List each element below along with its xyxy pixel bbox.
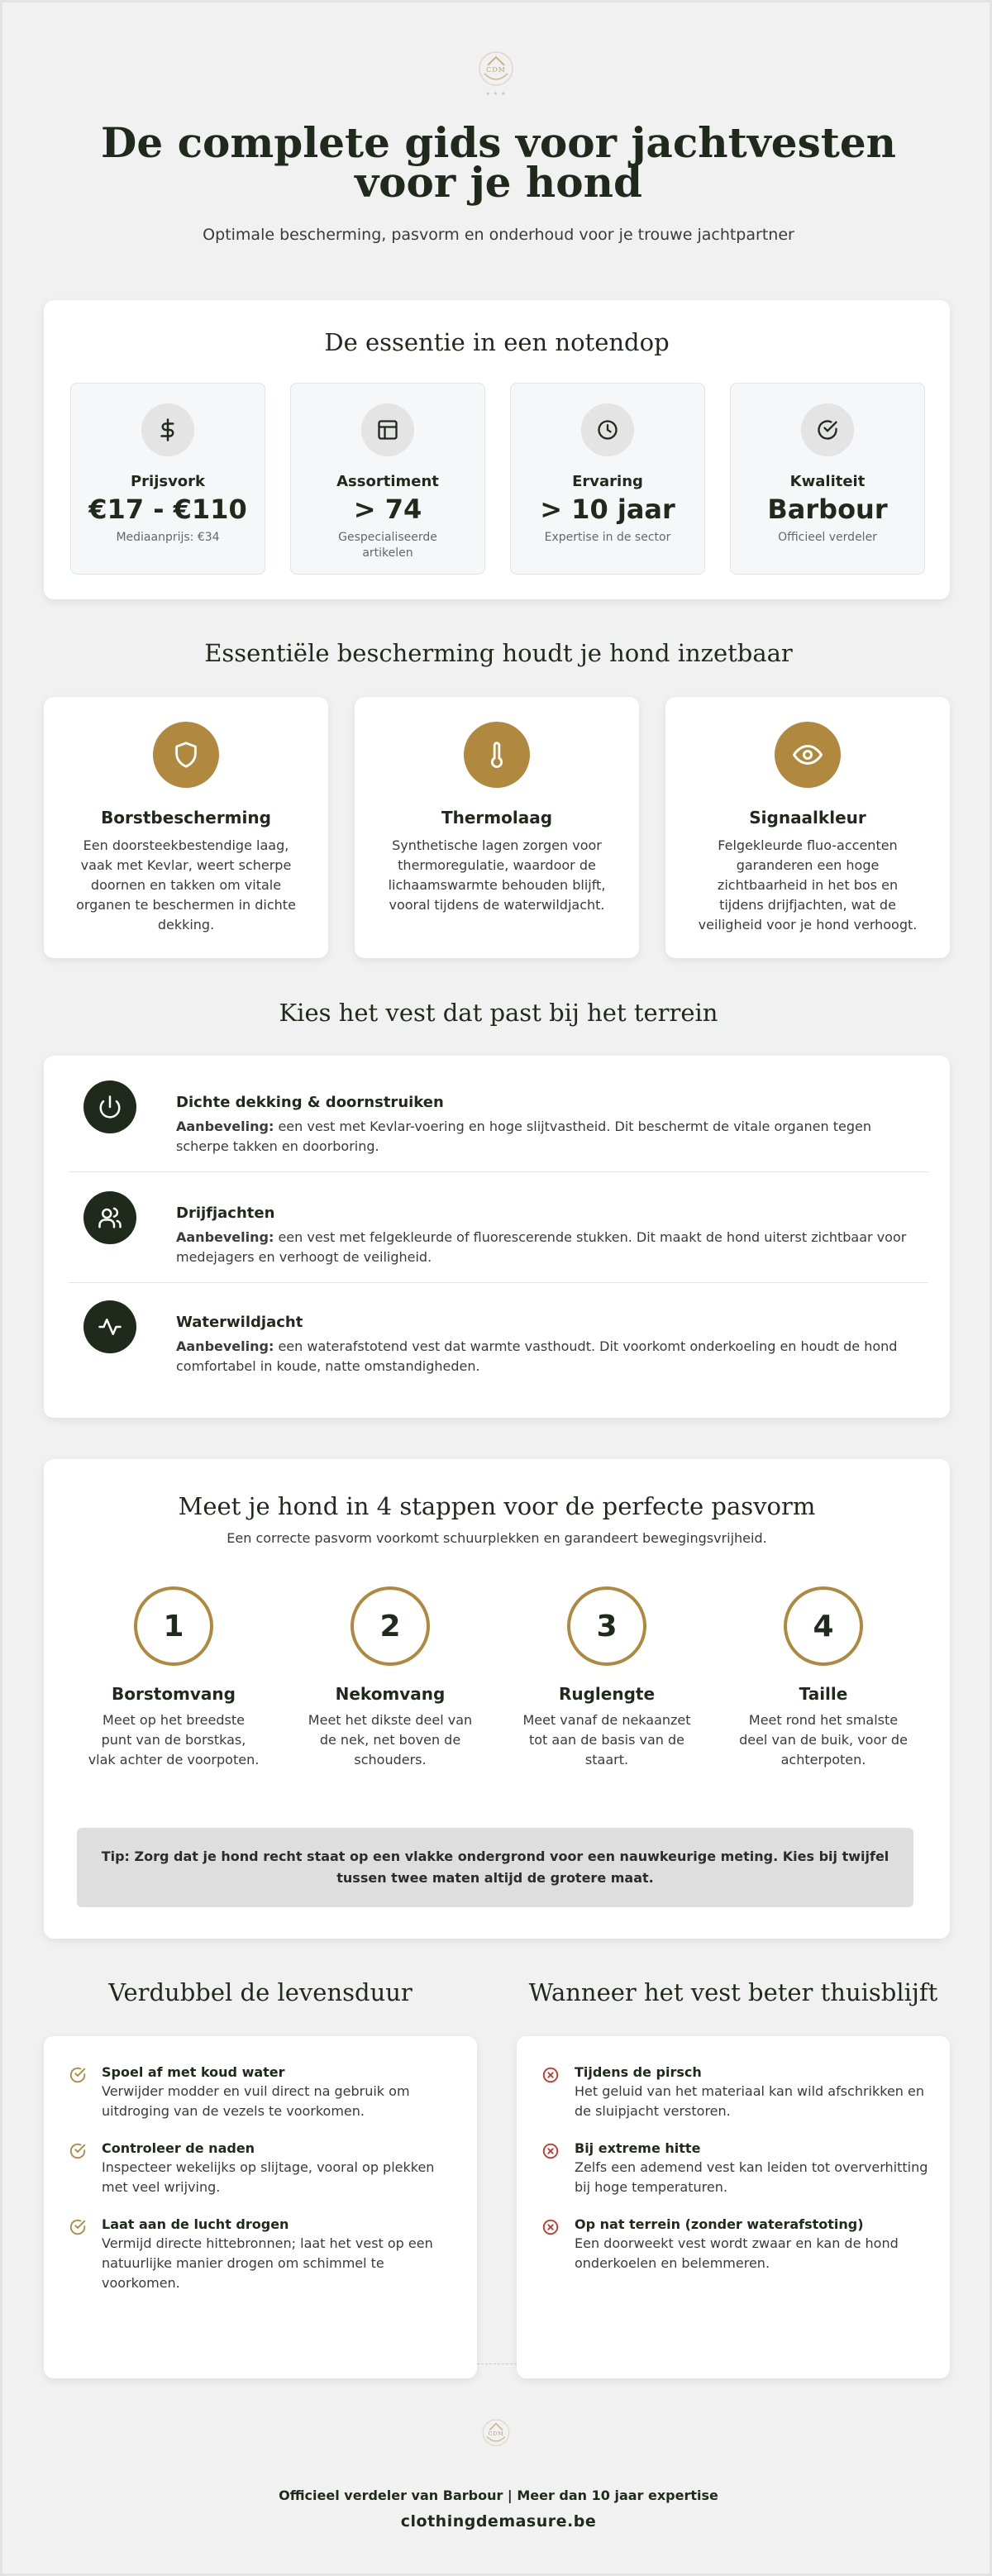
avoid-item-title: Tijdens de pirsch [575, 2064, 702, 2080]
avoid-item-title: Bij extreme hitte [575, 2140, 701, 2156]
stat-value: > 10 jaar [540, 494, 675, 525]
page-title: De complete gids voor jachtvesten voor je hond [101, 118, 896, 207]
stat-note: Expertise in de sector [544, 531, 671, 544]
step-number: 1 [134, 1586, 213, 1666]
recommendation-label: Aanbeveling: [176, 1119, 274, 1134]
svg-text:CDM: CDM [486, 66, 506, 74]
avoid-title: Wanneer het vest beter thuisblijft [528, 1978, 938, 2006]
care-item [69, 2140, 457, 2197]
step-text: Meet het dikste deel van de nek, net boven de schouders. [308, 1712, 473, 1767]
avoid-item [541, 2140, 930, 2197]
terrain-item-text [176, 1337, 920, 1376]
step-title: Taille [799, 1684, 848, 1704]
stat-value: €17 - €110 [88, 494, 247, 525]
feature-card-chest [44, 697, 328, 958]
shield-icon [153, 722, 219, 788]
feature-text: Synthetische lagen zorgen voor thermoregulatie, waardoor de lichaamswarmte behouden blijft, vooral tijdens de waterwildjacht. [388, 837, 606, 913]
measure-step [303, 1586, 477, 1770]
recommendation-text: een vest met felgekleurde of fluorescerende stukken. Dit maakt de hond uiterst zichtbaar voor medejagers en verhoogt de veiligheid. [176, 1229, 907, 1265]
feature-text: Felgekleurde fluo-accenten garanderen een hoge zichtbaarheid in het bos en tijdens drijfjachten, wat de veiligheid voor je hond verhoogt. [698, 837, 918, 933]
care-item-title: Controleer de naden [102, 2140, 255, 2156]
feature-title: Thermolaag [441, 808, 553, 828]
x-circle-icon [541, 2142, 560, 2160]
stat-card-price [70, 383, 265, 575]
measure-step [87, 1586, 260, 1770]
care-item [69, 2216, 457, 2293]
step-text: Meet vanaf de nekaanzet tot aan de basis van de staart. [522, 1712, 691, 1767]
stat-card-quality [730, 383, 925, 575]
care-item-title: Spoel af met koud water [102, 2064, 285, 2080]
svg-text:★ ★ ★: ★ ★ ★ [485, 91, 507, 97]
care-item-text: Inspecteer wekelijks op slijtage, vooral op plekken met veel wrijving. [102, 2159, 435, 2195]
feature-card-thermal [355, 697, 639, 958]
check-icon [69, 2066, 87, 2084]
measure-subtitle: Een correcte pasvorm voorkomt schuurplekken en garandeert bewegingsvrijheid. [227, 1530, 767, 1546]
measure-step [737, 1586, 910, 1770]
stat-card-experience [510, 383, 705, 575]
check-icon [69, 2218, 87, 2236]
brand-logo [465, 49, 527, 102]
avoid-item [541, 2064, 930, 2121]
layout-icon [361, 403, 414, 456]
terrain-item [69, 1166, 928, 1276]
check-circle-icon [801, 403, 854, 456]
stat-label: Ervaring [572, 473, 643, 490]
care-item-title: Laat aan de lucht drogen [102, 2216, 289, 2232]
terrain-item-title: Drijfjachten [176, 1205, 275, 1222]
recommendation-label: Aanbeveling: [176, 1338, 274, 1354]
stat-note: Officieel verdeler [778, 531, 877, 544]
care-title: Verdubbel de levensduur [108, 1978, 413, 2006]
footer-site-link[interactable]: clothingdemasure.be [400, 2512, 597, 2531]
care-item-text: Vermijd directe hittebronnen; laat het vest op een natuurlijke manier drogen om schimmel te voorkomen. [102, 2235, 433, 2291]
step-title: Borstomvang [112, 1684, 236, 1704]
activity-icon [83, 1300, 136, 1353]
footer-tagline: Officieel verdeler van Barbour | Meer dan 10 jaar expertise [279, 2488, 718, 2503]
terrain-item-title: Waterwildjacht [176, 1314, 303, 1331]
stat-value: Barbour [767, 494, 888, 525]
svg-text:CDM: CDM [488, 2431, 504, 2437]
feature-title: Borstbescherming [101, 808, 271, 828]
stat-value: > 74 [353, 494, 422, 525]
terrain-item-text [176, 1117, 920, 1157]
stat-card-assortment [290, 383, 485, 575]
measure-card [44, 1459, 950, 1939]
step-number: 2 [351, 1586, 430, 1666]
tip-box: Tip: Zorg dat je hond recht staat op een vlakke ondergrond voor een nauwkeurige meting. Kies bij twijfel tussen twee maten altijd de grotere maat. [77, 1828, 913, 1907]
dollar-icon [141, 403, 194, 456]
protection-title: Essentiële bescherming houdt je hond inzetbaar [204, 639, 793, 667]
avoid-card [517, 2036, 950, 2378]
stat-label: Kwaliteit [789, 473, 866, 490]
power-icon [83, 1080, 136, 1133]
terrain-item [69, 1056, 928, 1165]
thermometer-icon [464, 722, 530, 788]
stat-note: Mediaanprijs: €34 [116, 531, 220, 544]
step-text: Meet op het breedste punt van de borstkas, vlak achter de voorpoten. [88, 1712, 260, 1767]
step-title: Ruglengte [558, 1684, 656, 1704]
logo-emblem-icon [465, 49, 527, 102]
measure-title: Meet je hond in 4 stappen voor de perfecte pasvorm [178, 1492, 816, 1520]
step-title: Nekomvang [335, 1684, 446, 1704]
recommendation-text: een waterafstotend vest dat warmte vasthoudt. Dit voorkomt onderkoeling en houdt de hond comfortabel in koude, natte omstandigheden. [176, 1338, 898, 1374]
summary-title: De essentie in een notendop [324, 328, 670, 356]
stat-note: Gespecialiseerde artikelen [338, 531, 437, 560]
terrain-card [44, 1056, 950, 1418]
care-item [69, 2064, 457, 2121]
stat-label: Prijsvork [130, 473, 206, 490]
summary-card [44, 300, 950, 599]
care-item-text: Verwijder modder en vuil direct na gebruik om uitdroging van de vezels te voorkomen. [102, 2083, 410, 2119]
users-icon [83, 1191, 136, 1244]
feature-title: Signaalkleur [749, 808, 866, 828]
terrain-item [69, 1276, 928, 1385]
step-text: Meet rond het smalste deel van de buik, voor de achterpoten. [739, 1712, 908, 1767]
clock-icon [581, 403, 634, 456]
check-icon [69, 2142, 87, 2160]
avoid-item [541, 2216, 930, 2273]
avoid-item-title: Op nat terrein (zonder waterafstoting) [575, 2216, 864, 2232]
page-subtitle: Optimale bescherming, pasvorm en onderhoud voor je trouwe jachtpartner [203, 226, 794, 244]
x-circle-icon [541, 2218, 560, 2236]
x-circle-icon [541, 2066, 560, 2084]
feature-card-signal [665, 697, 950, 958]
step-number: 4 [784, 1586, 863, 1666]
recommendation-text: een vest met Kevlar-voering en hoge slijtvastheid. Dit beschermt de vitale organen tegen scherpe takken en doorboring. [176, 1119, 871, 1154]
recommendation-label: Aanbeveling: [176, 1229, 274, 1245]
avoid-item-text: Zelfs een ademend vest kan leiden tot oververhitting bij hoge temperaturen. [575, 2159, 928, 2195]
terrain-title: Kies het vest dat past bij het terrein [279, 999, 718, 1027]
measure-step [520, 1586, 694, 1770]
terrain-item-title: Dichte dekking & doornstruiken [176, 1094, 444, 1111]
stat-label: Assortiment [336, 473, 439, 490]
avoid-item-text: Het geluid van het materiaal kan wild afschrikken en de sluipjacht verstoren. [575, 2083, 925, 2119]
feature-text: Een doorsteekbestendige laag, vaak met Kevlar, weert scherpe doornen en takken om vitale organen te beschermen in dichte dekking. [76, 837, 296, 933]
footer-logo [471, 2416, 521, 2459]
care-card [44, 2036, 477, 2378]
avoid-item-text: Een doorweekt vest wordt zwaar en kan de hond onderkoelen en belemmeren. [575, 2235, 899, 2271]
logo-emblem-icon [471, 2416, 521, 2459]
step-number: 3 [567, 1586, 646, 1666]
terrain-item-text [176, 1228, 920, 1267]
eye-icon [775, 722, 841, 788]
